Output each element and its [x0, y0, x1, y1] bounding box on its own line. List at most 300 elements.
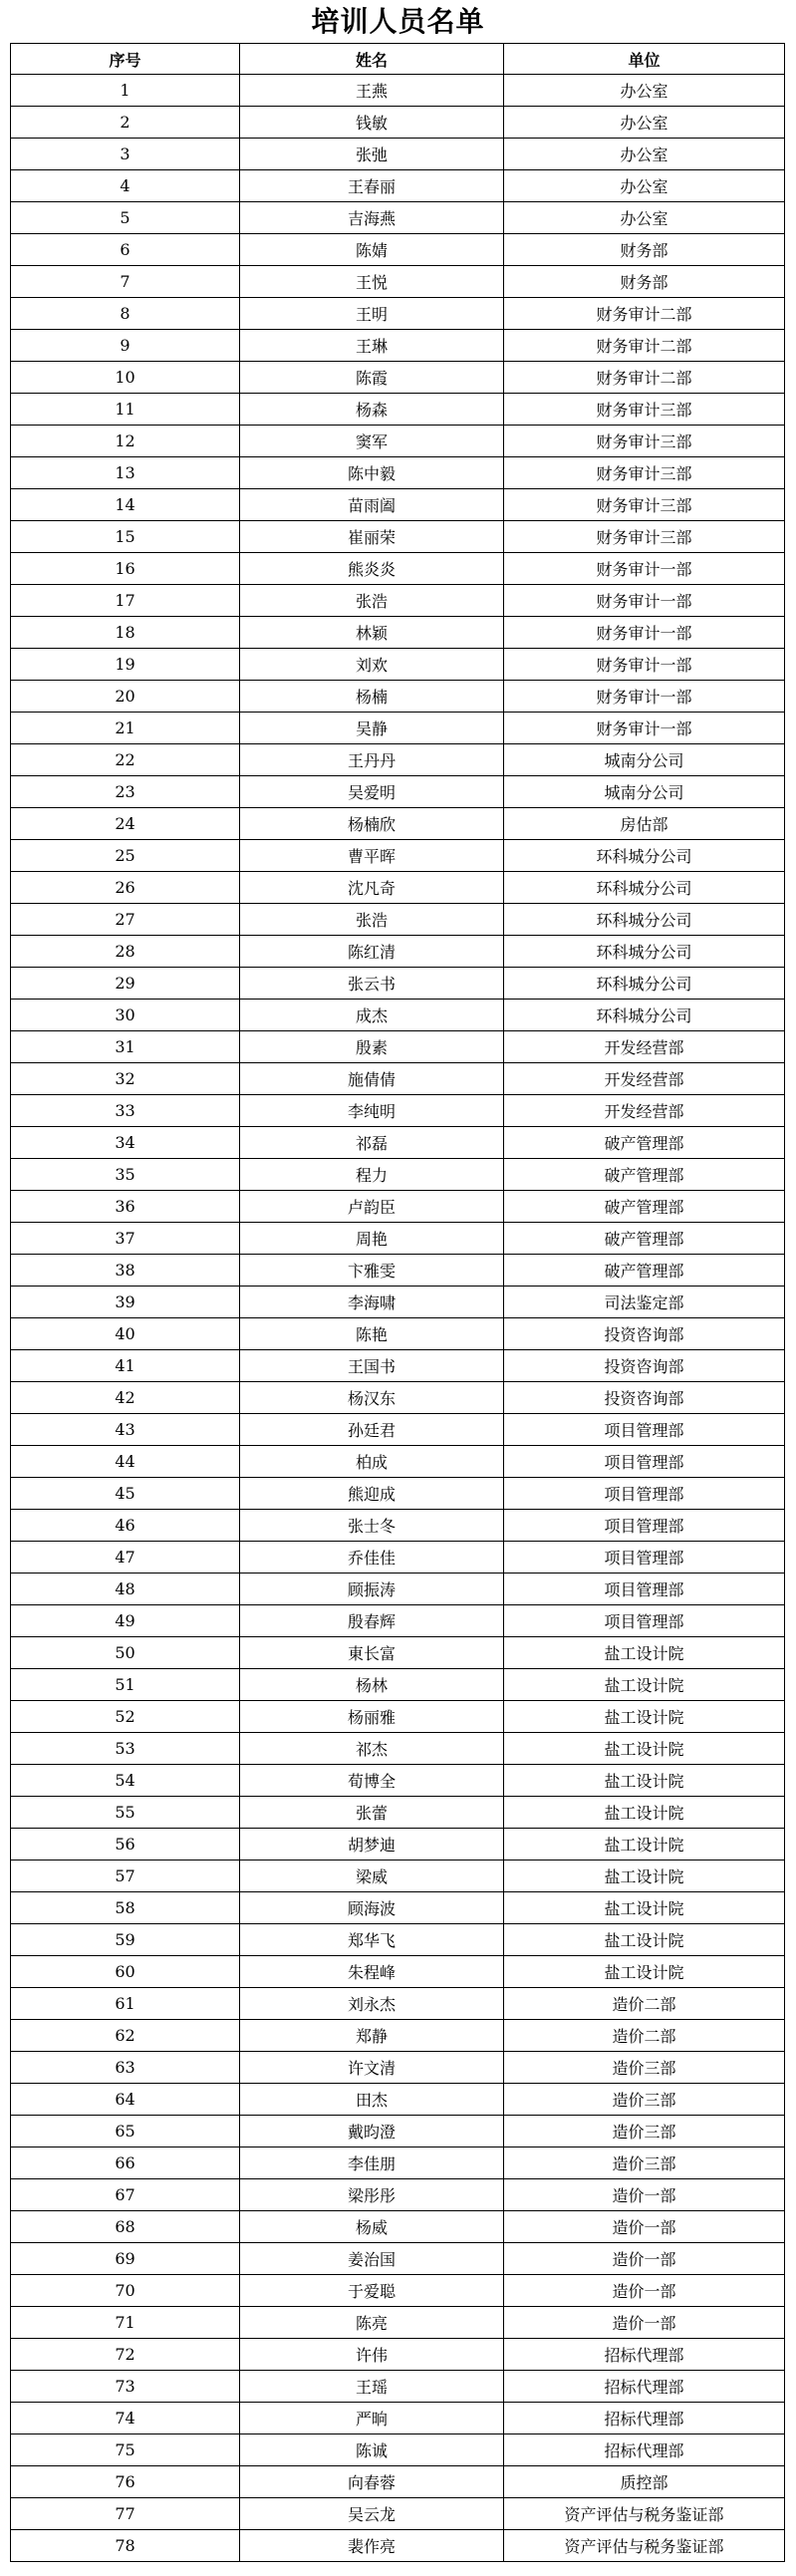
- table-row: [11, 1191, 785, 1223]
- cell-number: 34: [11, 1127, 240, 1159]
- cell-name: 朱程峰: [240, 1956, 504, 1988]
- cell-number: 20: [11, 681, 240, 713]
- cell-name: 顾振涛: [240, 1574, 504, 1605]
- cell-unit: 投资咨询部: [504, 1382, 785, 1414]
- cell-name: 沈凡奇: [240, 872, 504, 904]
- cell-name: 王瑶: [240, 2371, 504, 2403]
- cell-name: 陈亮: [240, 2307, 504, 2339]
- cell-number: 56: [11, 1829, 240, 1860]
- cell-name: 杨汉东: [240, 1382, 504, 1414]
- table-row: [11, 330, 785, 362]
- cell-name: 杨丽雅: [240, 1701, 504, 1733]
- cell-unit: 财务审计三部: [504, 457, 785, 489]
- cell-number: 50: [11, 1637, 240, 1669]
- cell-name: 张弛: [240, 139, 504, 170]
- cell-unit: 资产评估与税务鉴证部: [504, 2498, 785, 2530]
- table-header: [11, 44, 785, 75]
- table-row: [11, 2211, 785, 2243]
- cell-number: 22: [11, 744, 240, 776]
- table-row: [11, 2498, 785, 2530]
- cell-name: 裴作亮: [240, 2530, 504, 2562]
- cell-unit: 财务审计三部: [504, 426, 785, 457]
- cell-number: 55: [11, 1797, 240, 1829]
- cell-unit: 破产管理部: [504, 1127, 785, 1159]
- cell-number: 69: [11, 2243, 240, 2275]
- cell-number: 33: [11, 1095, 240, 1127]
- cell-number: 49: [11, 1605, 240, 1637]
- cell-name: 张云书: [240, 968, 504, 1000]
- cell-unit: 财务审计一部: [504, 649, 785, 681]
- table-row: [11, 1127, 785, 1159]
- table-row: [11, 139, 785, 170]
- cell-unit: 开发经营部: [504, 1095, 785, 1127]
- cell-name: 杨威: [240, 2211, 504, 2243]
- table-row: [11, 776, 785, 808]
- trainee-table: [10, 43, 785, 2562]
- cell-name: 杨楠欣: [240, 808, 504, 840]
- cell-number: 74: [11, 2403, 240, 2434]
- cell-unit: 招标代理部: [504, 2434, 785, 2466]
- cell-name: 李海啸: [240, 1287, 504, 1318]
- table-row: [11, 808, 785, 840]
- cell-number: 4: [11, 170, 240, 202]
- table-row: [11, 426, 785, 457]
- table-row: [11, 649, 785, 681]
- cell-name: 王琳: [240, 330, 504, 362]
- column-header-no: 序号: [11, 44, 240, 75]
- cell-name: 杨楠: [240, 681, 504, 713]
- cell-name: 于爱聪: [240, 2275, 504, 2307]
- cell-number: 12: [11, 426, 240, 457]
- cell-unit: 财务审计一部: [504, 681, 785, 713]
- cell-number: 6: [11, 234, 240, 266]
- cell-unit: 造价二部: [504, 1988, 785, 2020]
- cell-name: 王春丽: [240, 170, 504, 202]
- column-header-unit: 单位: [504, 44, 785, 75]
- table-row: [11, 202, 785, 234]
- cell-number: 23: [11, 776, 240, 808]
- cell-number: 65: [11, 2116, 240, 2147]
- cell-name: 张浩: [240, 904, 504, 936]
- table-row: [11, 1669, 785, 1701]
- cell-unit: 项目管理部: [504, 1542, 785, 1574]
- cell-number: 8: [11, 298, 240, 330]
- table-row: [11, 904, 785, 936]
- table-row: [11, 1892, 785, 1924]
- table-row: [11, 1350, 785, 1382]
- cell-name: 梁彤彤: [240, 2179, 504, 2211]
- cell-name: 戴昀澄: [240, 2116, 504, 2147]
- cell-name: 東长富: [240, 1637, 504, 1669]
- table-row: [11, 1829, 785, 1860]
- cell-name: 祁磊: [240, 1127, 504, 1159]
- cell-unit: 造价一部: [504, 2243, 785, 2275]
- cell-name: 王国书: [240, 1350, 504, 1382]
- table-row: [11, 1223, 785, 1255]
- cell-unit: 财务审计一部: [504, 553, 785, 585]
- cell-unit: 造价三部: [504, 2116, 785, 2147]
- cell-unit: 盐工设计院: [504, 1924, 785, 1956]
- table-row: [11, 2243, 785, 2275]
- cell-name: 陈艳: [240, 1318, 504, 1350]
- table-row: [11, 2147, 785, 2179]
- table-row: [11, 681, 785, 713]
- cell-number: 40: [11, 1318, 240, 1350]
- cell-number: 51: [11, 1669, 240, 1701]
- cell-name: 钱敏: [240, 107, 504, 139]
- cell-unit: 造价一部: [504, 2179, 785, 2211]
- cell-unit: 办公室: [504, 75, 785, 107]
- cell-unit: 招标代理部: [504, 2339, 785, 2371]
- cell-unit: 城南分公司: [504, 744, 785, 776]
- table-row: [11, 1797, 785, 1829]
- table-row: [11, 1988, 785, 2020]
- cell-name: 殷素: [240, 1031, 504, 1063]
- cell-unit: 项目管理部: [504, 1446, 785, 1478]
- table-row: [11, 1733, 785, 1765]
- table-row: [11, 2307, 785, 2339]
- table-row: [11, 585, 785, 617]
- table-row: [11, 1701, 785, 1733]
- cell-name: 严晌: [240, 2403, 504, 2434]
- table-row: [11, 1159, 785, 1191]
- table-row: [11, 617, 785, 649]
- cell-name: 姜治国: [240, 2243, 504, 2275]
- table-row: [11, 713, 785, 744]
- table-row: [11, 1063, 785, 1095]
- cell-unit: 财务审计二部: [504, 362, 785, 394]
- cell-name: 张蕾: [240, 1797, 504, 1829]
- cell-number: 25: [11, 840, 240, 872]
- cell-number: 11: [11, 394, 240, 426]
- cell-unit: 财务审计三部: [504, 489, 785, 521]
- cell-number: 21: [11, 713, 240, 744]
- cell-unit: 财务部: [504, 234, 785, 266]
- table-row: [11, 2179, 785, 2211]
- table-row: [11, 840, 785, 872]
- table-row: [11, 489, 785, 521]
- cell-unit: 环科城分公司: [504, 968, 785, 1000]
- cell-unit: 财务审计二部: [504, 330, 785, 362]
- table-row: [11, 1000, 785, 1031]
- cell-unit: 盐工设计院: [504, 1860, 785, 1892]
- table-row: [11, 521, 785, 553]
- cell-number: 60: [11, 1956, 240, 1988]
- cell-unit: 房估部: [504, 808, 785, 840]
- table-row: [11, 1318, 785, 1350]
- cell-unit: 造价三部: [504, 2147, 785, 2179]
- cell-unit: 破产管理部: [504, 1191, 785, 1223]
- cell-unit: 招标代理部: [504, 2371, 785, 2403]
- cell-number: 30: [11, 1000, 240, 1031]
- cell-unit: 盐工设计院: [504, 1956, 785, 1988]
- cell-name: 刘欢: [240, 649, 504, 681]
- cell-number: 9: [11, 330, 240, 362]
- cell-name: 郑华飞: [240, 1924, 504, 1956]
- cell-unit: 环科城分公司: [504, 936, 785, 968]
- cell-unit: 造价三部: [504, 2052, 785, 2084]
- cell-name: 曹平晖: [240, 840, 504, 872]
- cell-unit: 造价一部: [504, 2275, 785, 2307]
- table-body: [11, 75, 785, 2562]
- cell-unit: 盐工设计院: [504, 1829, 785, 1860]
- cell-unit: 造价二部: [504, 2020, 785, 2052]
- cell-number: 76: [11, 2466, 240, 2498]
- cell-name: 吴云龙: [240, 2498, 504, 2530]
- cell-unit: 破产管理部: [504, 1159, 785, 1191]
- cell-number: 61: [11, 1988, 240, 2020]
- table-row: [11, 2116, 785, 2147]
- cell-unit: 项目管理部: [504, 1478, 785, 1510]
- cell-number: 58: [11, 1892, 240, 1924]
- cell-name: 顾海波: [240, 1892, 504, 1924]
- cell-name: 程力: [240, 1159, 504, 1191]
- cell-unit: 质控部: [504, 2466, 785, 2498]
- cell-unit: 环科城分公司: [504, 872, 785, 904]
- cell-unit: 财务审计一部: [504, 585, 785, 617]
- cell-number: 32: [11, 1063, 240, 1095]
- cell-name: 卢韵臣: [240, 1191, 504, 1223]
- cell-number: 73: [11, 2371, 240, 2403]
- cell-unit: 办公室: [504, 170, 785, 202]
- cell-number: 54: [11, 1765, 240, 1797]
- cell-unit: 开发经营部: [504, 1031, 785, 1063]
- cell-unit: 投资咨询部: [504, 1350, 785, 1382]
- cell-name: 吴静: [240, 713, 504, 744]
- cell-name: 许文清: [240, 2052, 504, 2084]
- table-row: [11, 1574, 785, 1605]
- cell-name: 荀博全: [240, 1765, 504, 1797]
- cell-name: 胡梦迪: [240, 1829, 504, 1860]
- cell-name: 柏成: [240, 1446, 504, 1478]
- cell-unit: 财务审计三部: [504, 394, 785, 426]
- cell-name: 陈婧: [240, 234, 504, 266]
- cell-number: 46: [11, 1510, 240, 1542]
- cell-number: 18: [11, 617, 240, 649]
- cell-unit: 司法鉴定部: [504, 1287, 785, 1318]
- cell-unit: 盐工设计院: [504, 1701, 785, 1733]
- cell-name: 苗雨阖: [240, 489, 504, 521]
- cell-name: 周艳: [240, 1223, 504, 1255]
- cell-number: 57: [11, 1860, 240, 1892]
- cell-unit: 盐工设计院: [504, 1637, 785, 1669]
- cell-name: 王燕: [240, 75, 504, 107]
- table-row: [11, 1510, 785, 1542]
- cell-name: 向春蓉: [240, 2466, 504, 2498]
- cell-number: 71: [11, 2307, 240, 2339]
- cell-name: 成杰: [240, 1000, 504, 1031]
- table-row: [11, 1446, 785, 1478]
- table-row: [11, 234, 785, 266]
- cell-number: 43: [11, 1414, 240, 1446]
- cell-number: 62: [11, 2020, 240, 2052]
- cell-number: 2: [11, 107, 240, 139]
- cell-number: 77: [11, 2498, 240, 2530]
- cell-number: 36: [11, 1191, 240, 1223]
- table-row: [11, 1765, 785, 1797]
- table-row: [11, 936, 785, 968]
- cell-number: 41: [11, 1350, 240, 1382]
- cell-number: 17: [11, 585, 240, 617]
- cell-unit: 破产管理部: [504, 1255, 785, 1287]
- cell-number: 38: [11, 1255, 240, 1287]
- cell-number: 39: [11, 1287, 240, 1318]
- table-row: [11, 2339, 785, 2371]
- table-row: [11, 107, 785, 139]
- table-row: [11, 2530, 785, 2562]
- cell-unit: 项目管理部: [504, 1605, 785, 1637]
- cell-name: 陈中毅: [240, 457, 504, 489]
- table-row: [11, 1542, 785, 1574]
- cell-name: 杨林: [240, 1669, 504, 1701]
- cell-unit: 财务审计三部: [504, 521, 785, 553]
- cell-name: 陈诚: [240, 2434, 504, 2466]
- cell-unit: 办公室: [504, 107, 785, 139]
- table-row: [11, 2052, 785, 2084]
- cell-number: 78: [11, 2530, 240, 2562]
- cell-number: 16: [11, 553, 240, 585]
- cell-number: 3: [11, 139, 240, 170]
- cell-number: 52: [11, 1701, 240, 1733]
- cell-number: 64: [11, 2084, 240, 2116]
- cell-unit: 项目管理部: [504, 1574, 785, 1605]
- cell-number: 47: [11, 1542, 240, 1574]
- cell-name: 王悦: [240, 266, 504, 298]
- cell-name: 梁威: [240, 1860, 504, 1892]
- cell-name: 王明: [240, 298, 504, 330]
- table-row: [11, 553, 785, 585]
- cell-number: 72: [11, 2339, 240, 2371]
- cell-number: 48: [11, 1574, 240, 1605]
- column-header-name: 姓名: [240, 44, 504, 75]
- cell-name: 张浩: [240, 585, 504, 617]
- table-row: [11, 394, 785, 426]
- cell-unit: 造价三部: [504, 2084, 785, 2116]
- cell-number: 24: [11, 808, 240, 840]
- cell-unit: 项目管理部: [504, 1414, 785, 1446]
- cell-unit: 造价一部: [504, 2307, 785, 2339]
- cell-number: 31: [11, 1031, 240, 1063]
- cell-unit: 环科城分公司: [504, 904, 785, 936]
- table-row: [11, 1095, 785, 1127]
- cell-unit: 财务部: [504, 266, 785, 298]
- cell-unit: 盐工设计院: [504, 1892, 785, 1924]
- table-row: [11, 1255, 785, 1287]
- table-row: [11, 362, 785, 394]
- cell-name: 孙廷君: [240, 1414, 504, 1446]
- cell-unit: 盐工设计院: [504, 1765, 785, 1797]
- cell-name: 张士冬: [240, 1510, 504, 1542]
- table-row: [11, 2466, 785, 2498]
- cell-number: 67: [11, 2179, 240, 2211]
- cell-number: 1: [11, 75, 240, 107]
- cell-unit: 盐工设计院: [504, 1797, 785, 1829]
- cell-unit: 投资咨询部: [504, 1318, 785, 1350]
- table-row: [11, 744, 785, 776]
- cell-number: 70: [11, 2275, 240, 2307]
- table-row: [11, 266, 785, 298]
- cell-name: 祁杰: [240, 1733, 504, 1765]
- cell-number: 19: [11, 649, 240, 681]
- cell-name: 郑静: [240, 2020, 504, 2052]
- cell-name: 林颖: [240, 617, 504, 649]
- table-row: [11, 1605, 785, 1637]
- cell-unit: 项目管理部: [504, 1510, 785, 1542]
- table-row: [11, 1478, 785, 1510]
- cell-name: 熊迎成: [240, 1478, 504, 1510]
- cell-name: 李纯明: [240, 1095, 504, 1127]
- table-row: [11, 1031, 785, 1063]
- cell-name: 窦军: [240, 426, 504, 457]
- cell-unit: 财务审计一部: [504, 617, 785, 649]
- table-row: [11, 1956, 785, 1988]
- cell-unit: 办公室: [504, 139, 785, 170]
- table-row: [11, 75, 785, 107]
- cell-number: 14: [11, 489, 240, 521]
- cell-number: 45: [11, 1478, 240, 1510]
- cell-unit: 开发经营部: [504, 1063, 785, 1095]
- cell-number: 53: [11, 1733, 240, 1765]
- page-title: 培训人员名单: [311, 5, 485, 38]
- table-row: [11, 1860, 785, 1892]
- cell-name: 乔佳佳: [240, 1542, 504, 1574]
- cell-unit: 资产评估与税务鉴证部: [504, 2530, 785, 2562]
- cell-unit: 破产管理部: [504, 1223, 785, 1255]
- cell-name: 田杰: [240, 2084, 504, 2116]
- cell-number: 35: [11, 1159, 240, 1191]
- table-row: [11, 1924, 785, 1956]
- cell-unit: 造价一部: [504, 2211, 785, 2243]
- cell-name: 李佳朋: [240, 2147, 504, 2179]
- cell-number: 13: [11, 457, 240, 489]
- cell-number: 5: [11, 202, 240, 234]
- table-row: [11, 1287, 785, 1318]
- table-row: [11, 968, 785, 1000]
- table-row: [11, 1414, 785, 1446]
- table-row: [11, 872, 785, 904]
- cell-unit: 财务审计一部: [504, 713, 785, 744]
- cell-name: 杨森: [240, 394, 504, 426]
- cell-number: 59: [11, 1924, 240, 1956]
- cell-number: 68: [11, 2211, 240, 2243]
- cell-number: 27: [11, 904, 240, 936]
- cell-name: 施倩倩: [240, 1063, 504, 1095]
- table-row: [11, 170, 785, 202]
- cell-name: 卞雅雯: [240, 1255, 504, 1287]
- cell-name: 刘永杰: [240, 1988, 504, 2020]
- cell-name: 吴爱明: [240, 776, 504, 808]
- table-row: [11, 2434, 785, 2466]
- cell-unit: 招标代理部: [504, 2403, 785, 2434]
- cell-unit: 盐工设计院: [504, 1733, 785, 1765]
- cell-name: 许伟: [240, 2339, 504, 2371]
- table-row: [11, 2084, 785, 2116]
- cell-name: 王丹丹: [240, 744, 504, 776]
- table-row: [11, 2275, 785, 2307]
- cell-number: 28: [11, 936, 240, 968]
- cell-number: 75: [11, 2434, 240, 2466]
- table-row: [11, 1382, 785, 1414]
- cell-number: 63: [11, 2052, 240, 2084]
- cell-unit: 环科城分公司: [504, 840, 785, 872]
- table-row: [11, 457, 785, 489]
- cell-name: 崔丽荣: [240, 521, 504, 553]
- cell-number: 66: [11, 2147, 240, 2179]
- cell-unit: 盐工设计院: [504, 1669, 785, 1701]
- cell-name: 陈霞: [240, 362, 504, 394]
- table-row: [11, 2020, 785, 2052]
- table-row: [11, 2403, 785, 2434]
